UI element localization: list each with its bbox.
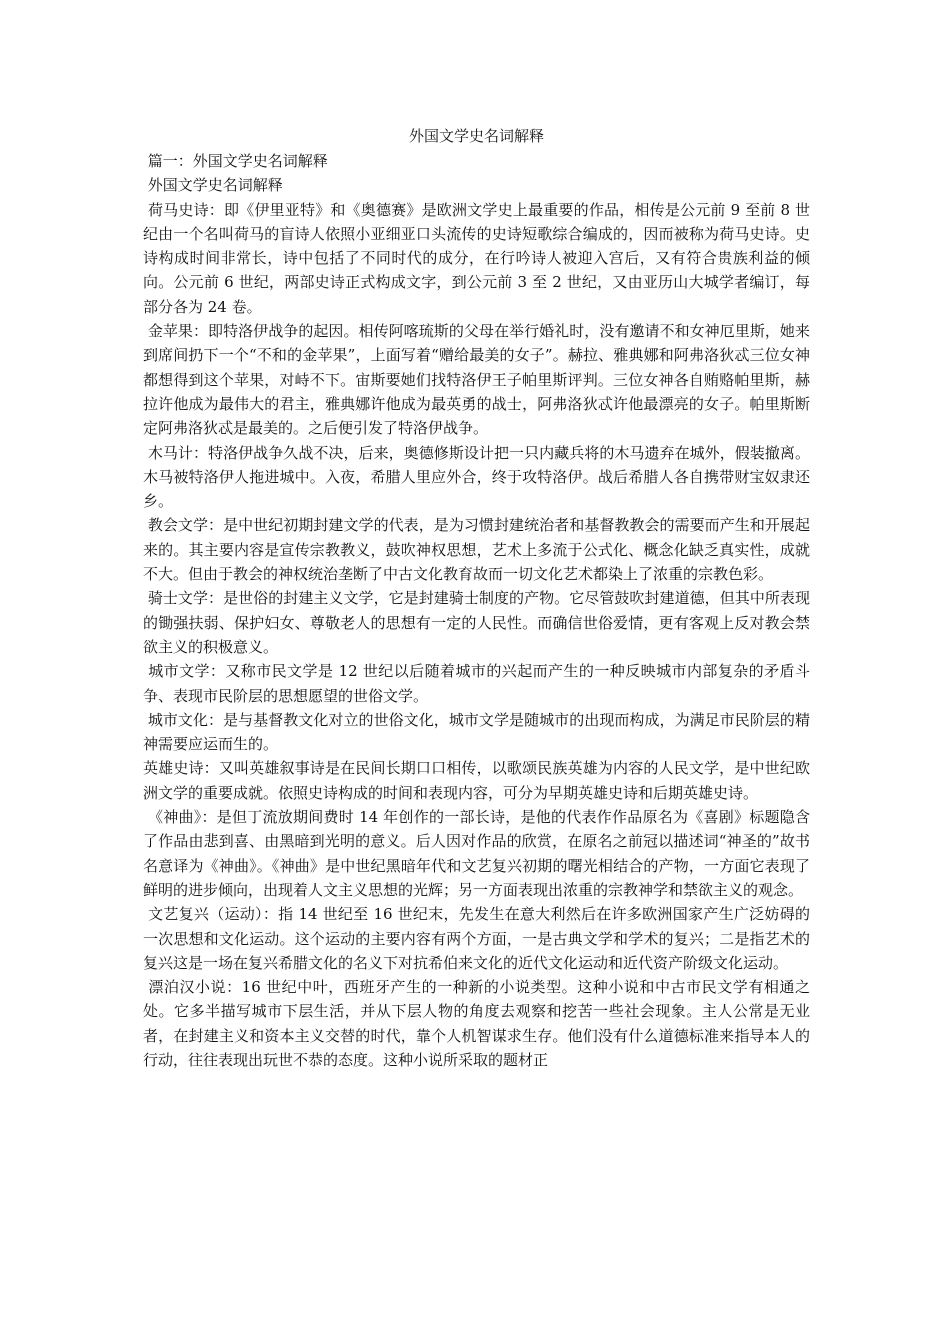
section-heading: 篇一：外国文学史名词解释 — [143, 152, 328, 170]
paragraph-city-literature: 城市文学：又称市民文学是 12 世纪以后随着城市的兴起而产生的一种反映城市内部复杂的矛盾斗争、表现市民阶层的思想愿望的世俗文学。 — [143, 662, 810, 705]
paragraph-trojan-horse: 木马计：特洛伊战争久战不决，后来，奥德修斯设计把一只内藏兵将的木马遗弃在城外，假装撤离。木马被特洛伊人拖进城中。入夜，希腊人里应外合，终于攻特洛伊。战后希腊人各自携带财宝奴隶还乡。 — [143, 443, 810, 511]
paragraph-church-literature: 教会文学：是中世纪初期封建文学的代表，是为习惯封建统治者和基督教教会的需要而产生和开展起来的。其主要内容是宣传宗教教义，鼓吹神权思想，艺术上多流于公式化、概念化缺乏真实性，成就不大。但由于教会的神权统治垄断了中古文化教育故而一切文化艺术都染上了浓重的宗教色彩。 — [143, 516, 810, 584]
paragraph-golden-apple: 金苹果：即特洛伊战争的起因。相传阿喀琉斯的父母在举行婚礼时，没有邀请不和女神厄里斯，她来到席间扔下一个“不和的金苹果”，上面写着“赠给最美的女子”。赫拉、雅典娜和阿弗洛狄忒三位女神都想得到这个苹果，对峙不下。宙斯要她们找特洛伊王子帕里斯评判。三位女神各自贿赂帕里斯，赫拉许他成为最伟大的君主，雅典娜许他成为最英勇的战士，阿弗洛狄忒许他最漂亮的女子。帕里斯断定阿弗洛狄忒是最美的。之后便引发了特洛伊战争。 — [143, 322, 810, 438]
paragraph-homer-epics: 荷马史诗：即《伊里亚特》和《奥德赛》是欧洲文学史上最重要的作品，相传是公元前 9 至前 8 世纪由一个名叫荷马的盲诗人依照小亚细亚口头流传的史诗短歌综合编成的，因而被称为荷马史诗。史诗构成时间非常长，诗中包括了不同时代的成分，在行吟诗人被迎入宫后，又有符合贵族利益的倾向。公元前 6 世纪，两部史诗正式构成文字，到公元前 3 至 2 世纪，又由亚历山大城学者编订，每部分各为 24 卷。 — [143, 200, 810, 316]
paragraph-picaresque-novel: 漂泊汉小说：16 世纪中叶，西班牙产生的一种新的小说类型。这种小说和中古市民文学有相通之处。它多半描写城市下层生活，并从下层人物的角度去观察和挖苦一些社会现象。主人公常是无业者，在封建主义和资本主义交替的时代，靠个人机智谋求生存。他们没有什么道德标准来指导本人的行动，往往表现出玩世不恭的态度。这种小说所采取的题材正 — [143, 978, 810, 1069]
sub-heading: 外国文学史名词解释 — [143, 176, 283, 195]
paragraph-city-culture: 城市文化：是与基督教文化对立的世俗文化，城市文学是随城市的出现而构成，为满足市民阶层的精神需要应运而生的。 — [143, 710, 810, 754]
paragraph-divine-comedy: 《神曲》：是但丁流放期间费时 14 年创作的一部长诗，是他的代表作作品原名为《喜剧》标题隐含了作品由悲到喜、由黑暗到光明的意义。后人因对作品的欣赏，在原名之前冠以描述词“神圣的”故书名意译为《神曲》。《神曲》是中世纪黑暗年代和文艺复兴初期的曙光相结合的产物，一方面它表现了鲜明的进步倾向，出现着人文主义思想的光辉；另一方面表现出浓重的宗教神学和禁欲主义的观念。 — [143, 808, 810, 899]
paragraph-knight-literature: 骑士文学：是世俗的封建主义文学，它是封建骑士制度的产物。它尽管鼓吹封建道德，但其中所表现的锄强扶弱、保护妇女、尊敬老人的思想有一定的人民性。而确信世俗爱情，更有客观上反对教会禁欲主义的积极意义。 — [143, 589, 810, 656]
document-title: 外国文学史名词解释 — [408, 127, 544, 145]
paragraph-renaissance: 文艺复兴（运动）：指 14 世纪至 16 世纪末，先发生在意大利然后在许多欧洲国家产生广泛妨碍的一次思想和文化运动。这个运动的主要内容有两个方面，一是古典文学和学术的复兴；二是指艺术的复兴这是一场在复兴希腊文化的名义下对抗希伯来文化的近代文化运动和近代资产阶级文化运动。 — [143, 905, 810, 972]
paragraph-heroic-epic: 英雄史诗：又叫英雄叙事诗是在民间长期口口相传，以歌颂民族英雄为内容的人民文学，是中世纪欧洲文学的重要成就。依照史诗构成的时间和表现内容，可分为早期英雄史诗和后期英雄史诗。 — [143, 759, 810, 802]
document-page — [143, 124, 810, 1072]
